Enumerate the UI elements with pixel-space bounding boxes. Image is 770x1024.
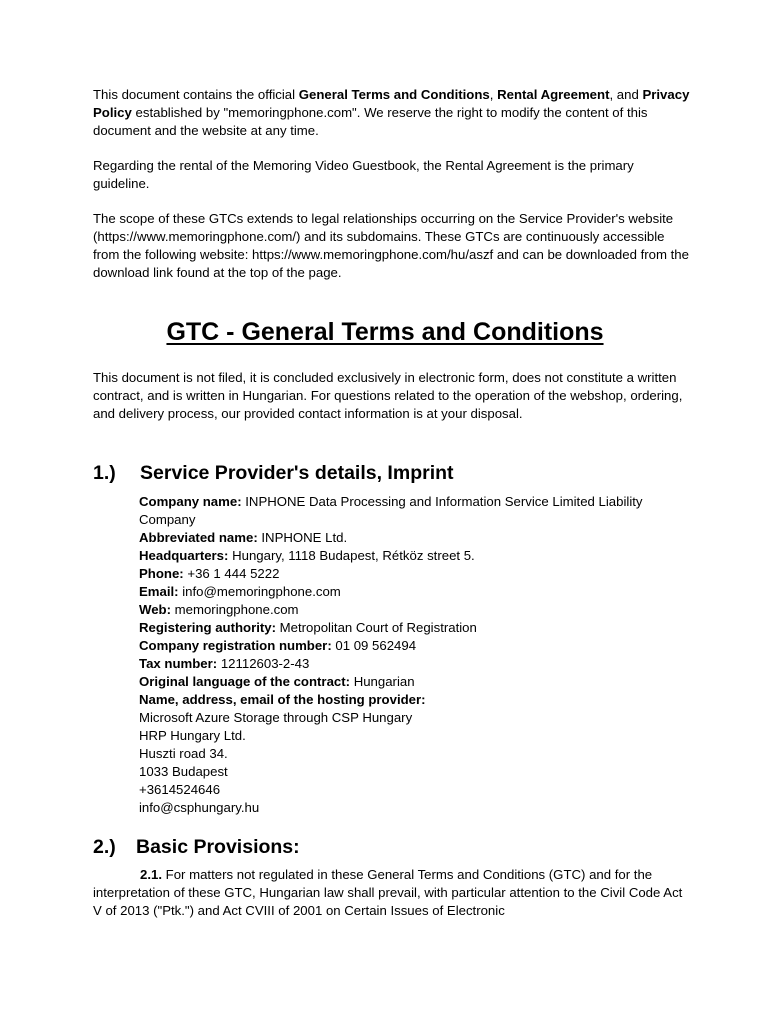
detail-label: Registering authority: — [139, 620, 277, 635]
detail-label: Tax number: — [139, 656, 218, 671]
section-2-title: Basic Provisions: — [136, 836, 300, 858]
detail-label: Original language of the contract: — [139, 674, 351, 689]
detail-row — [139, 673, 669, 691]
provision-2-1 — [93, 866, 683, 920]
detail-label: Phone: — [139, 566, 184, 581]
intro-text: This document contains the official — [93, 87, 299, 102]
intro-bold-rental: Rental Agreement — [497, 87, 610, 102]
hosting-line: HRP Hungary Ltd. — [139, 728, 246, 743]
page-title: GTC - General Terms and Conditions — [166, 318, 604, 346]
section-2-heading — [93, 835, 300, 859]
provision-text: For matters not regulated in these General Terms and Conditions (GTC) and for the interpretation of these GTC, Hungarian law shall prevail, with particular attention to the Civil Code Act V of 2013 ("Ptk.") and Act CVIII of 2001 on Certain Issues of Electronic — [93, 867, 683, 918]
intro-text: established by "memoringphone.com". We reserve the right to modify the content of this document and the website at any time. — [93, 105, 648, 138]
detail-label: Company name: — [139, 494, 242, 509]
detail-label: Name, address, email of the hosting provider: — [139, 692, 426, 707]
intro-paragraph-3: The scope of these GTCs extends to legal relationships occurring on the Service Provider's website (https://www.memoringphone.com/) and its subdomains. These GTCs are continuously accessible from the following website: https://www.memoringphone.com/hu/aszf and can be downloaded from the download link found at the top of the page. — [93, 211, 689, 280]
intro-bold-privacy: Privacy Policy — [93, 87, 690, 120]
detail-row — [139, 619, 669, 637]
detail-value: INPHONE Data Processing and Information Service Limited Liability Company — [139, 494, 643, 527]
hosting-line: Huszti road 34. — [139, 746, 228, 761]
detail-row — [139, 691, 669, 709]
section-1-heading — [93, 461, 454, 485]
provision-number: 2.1. — [140, 867, 162, 882]
imprint-details — [139, 493, 669, 817]
detail-value: Hungarian — [350, 674, 415, 689]
detail-row — [139, 655, 669, 673]
detail-label: Email: — [139, 584, 179, 599]
detail-label: Headquarters: — [139, 548, 229, 563]
hosting-line: info@csphungary.hu — [139, 800, 260, 815]
detail-value: Hungary, 1118 Budapest, Rétköz street 5. — [228, 548, 475, 563]
detail-row — [139, 547, 669, 565]
section-2-number: 2.) — [93, 836, 116, 858]
detail-label: Abbreviated name: — [139, 530, 258, 545]
detail-row — [139, 583, 669, 601]
detail-row — [139, 637, 669, 655]
detail-label: Company registration number: — [139, 638, 332, 653]
detail-value: Metropolitan Court of Registration — [276, 620, 477, 635]
intro-paragraph-1 — [93, 86, 693, 140]
detail-value: INPHONE Ltd. — [257, 530, 348, 545]
detail-value: 12112603-2-43 — [217, 656, 310, 671]
hosting-line: +3614524646 — [139, 782, 221, 797]
gtc-intro-paragraph: This document is not filed, it is concluded exclusively in electronic form, does not constitute a written contract, and is written in Hungarian. For questions related to the operation of the webshop, ordering, and delivery process, our provided contact information is at your disposal. — [93, 370, 683, 421]
detail-value: 01 09 562494 — [331, 638, 417, 653]
intro-text: , — [489, 87, 498, 102]
intro-text: , and — [609, 87, 643, 102]
hosting-line: Microsoft Azure Storage through CSP Hungary — [139, 710, 413, 725]
section-1-number: 1.) — [93, 462, 116, 484]
section-1-title: Service Provider's details, Imprint — [140, 462, 454, 484]
detail-row — [139, 565, 669, 583]
detail-value: +36 1 444 5222 — [183, 566, 280, 581]
detail-value: info@memoringphone.com — [178, 584, 341, 599]
hosting-line: 1033 Budapest — [139, 764, 228, 779]
detail-row — [139, 601, 669, 619]
detail-row — [139, 493, 669, 529]
detail-row — [139, 529, 669, 547]
intro-bold-gtc: General Terms and Conditions — [298, 87, 490, 102]
detail-label: Web: — [139, 602, 171, 617]
detail-value: memoringphone.com — [171, 602, 299, 617]
intro-paragraph-2: Regarding the rental of the Memoring Video Guestbook, the Rental Agreement is the primary guideline. — [93, 158, 634, 191]
